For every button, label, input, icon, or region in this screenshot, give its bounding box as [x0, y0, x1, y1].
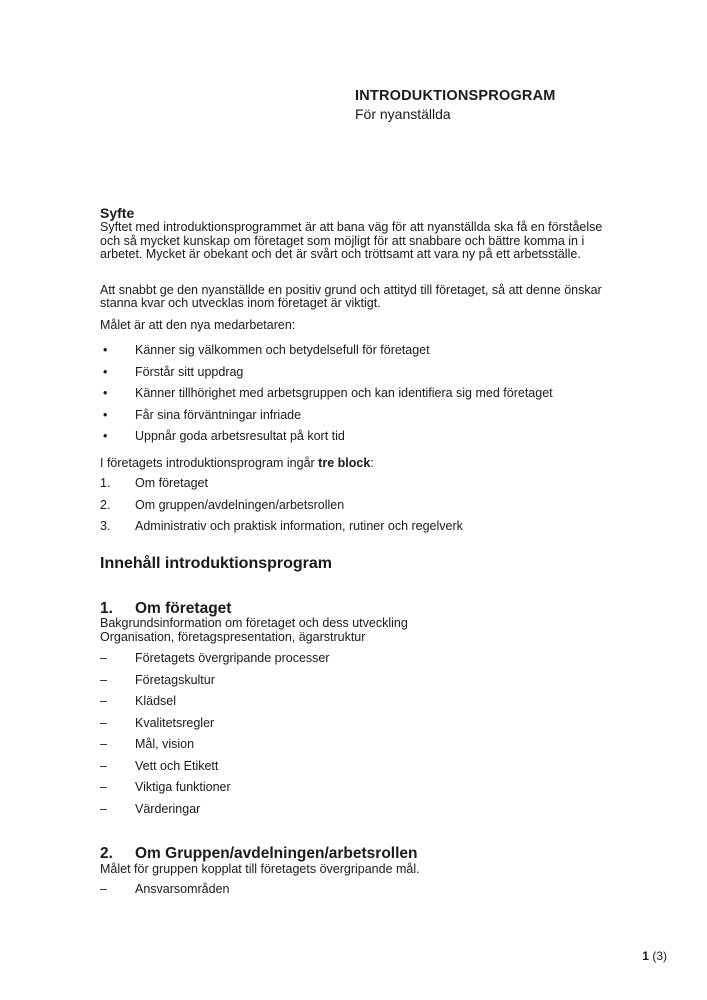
dash-item — [100, 781, 607, 795]
dash-marker: – — [100, 737, 107, 751]
paragraph-goal-intro: Målet är att den nya medarbetaren: — [100, 317, 296, 332]
document-body — [100, 0, 607, 897]
list-item — [100, 366, 607, 380]
dash-marker: – — [100, 801, 107, 816]
dash-marker: – — [100, 715, 107, 730]
list-item-text: Företagets övergripande processer — [135, 651, 330, 665]
dash-marker: – — [100, 672, 107, 687]
list-item-text: Om gruppen/avdelningen/arbetsrollen — [135, 497, 345, 512]
item-number: 2. — [100, 497, 111, 512]
section-number: 1. — [100, 599, 113, 617]
paragraph-syfte-1: Syftet med introduktionsprogrammet är att bana väg för att nyanställda ska få en förståelse och så mycket kunskap om företaget som möjligt för att snabbare och bättre komma in i arbetet. Mycket är obekant och det är svårt och tröttsamt att vara ny på ett arbetsställe. — [100, 220, 603, 261]
item-number: 1. — [100, 476, 111, 490]
page-number — [642, 949, 667, 963]
list-item-text: Värderingar — [135, 801, 201, 816]
dash-item — [100, 674, 607, 688]
blocks-intro-suffix: : — [370, 455, 374, 470]
bullet-marker: • — [103, 343, 108, 357]
list-item-text: Mål, vision — [135, 737, 195, 751]
list-item — [100, 430, 607, 444]
bullet-marker: • — [103, 386, 108, 400]
paragraph-syfte-2: Att snabbt ge den nyanställde en positiv grund och attityd till företaget, så att denne önskar stanna kvar och utvecklas inom företaget är viktigt. — [100, 282, 602, 310]
heading-section-1 — [100, 600, 607, 618]
list-item — [100, 409, 607, 423]
paragraph-blocks-intro — [100, 457, 607, 471]
dash-item — [100, 717, 607, 731]
dash-marker: – — [100, 651, 107, 665]
dash-item — [100, 803, 607, 817]
list-item-text: Vett och Etikett — [135, 758, 219, 773]
numbered-item — [100, 477, 607, 491]
list-item-text: Om företaget — [135, 476, 208, 490]
list-item-text: Känner tillhörighet med arbetsgruppen och kan identifiera sig med företaget — [135, 386, 553, 400]
section-heading-text: Om företaget — [135, 599, 232, 617]
list-item-text: Viktiga funktioner — [135, 780, 231, 794]
dash-item — [100, 695, 607, 709]
document-title: INTRODUKTIONSPROGRAM — [355, 88, 556, 104]
heading-section-2 — [100, 845, 607, 863]
section-heading-text: Om Gruppen/avdelningen/arbetsrollen — [135, 845, 418, 862]
list-item — [100, 344, 607, 358]
list-item-text: Ansvarsområden — [135, 882, 230, 896]
page-number-current: 1 — [642, 949, 649, 963]
blocks-intro-bold: tre block — [318, 455, 371, 470]
list-item-text: Förstår sitt uppdrag — [135, 364, 244, 379]
list-item — [100, 387, 607, 401]
item-number: 3. — [100, 519, 111, 533]
list-item-text: Klädsel — [135, 694, 176, 708]
heading-syfte: Syfte — [100, 205, 135, 221]
list-item-text: Kvalitetsregler — [135, 715, 215, 730]
section-number: 2. — [100, 845, 113, 862]
dash-item — [100, 652, 607, 666]
dash-item — [100, 883, 607, 897]
blocks-intro-prefix: I företagets introduktionsprogram ingår — [100, 455, 319, 470]
bullet-marker: • — [103, 364, 108, 379]
dash-marker: – — [100, 882, 107, 896]
dash-marker: – — [100, 694, 107, 708]
paragraph-section1-intro-1: Bakgrundsinformation om företaget och dess utveckling — [100, 616, 408, 630]
heading-innehall: Innehåll introduktionsprogram — [100, 554, 333, 572]
list-item-text: Känner sig välkommen och betydelsefull för företaget — [135, 343, 430, 357]
document-subtitle: För nyanställda — [355, 106, 451, 122]
numbered-item — [100, 499, 607, 513]
dash-item — [100, 760, 607, 774]
list-item-text: Administrativ och praktisk information, rutiner och regelverk — [135, 519, 463, 533]
paragraph-section2-intro-1: Målet för gruppen kopplat till företagets övergripande mål. — [100, 861, 420, 876]
dash-marker: – — [100, 780, 107, 794]
numbered-item — [100, 520, 607, 534]
paragraph-section1-intro-2: Organisation, företagspresentation, ägarstruktur — [100, 629, 366, 644]
dash-marker: – — [100, 758, 107, 773]
page-number-total: (3) — [652, 949, 667, 963]
list-item-text: Får sina förväntningar infriade — [135, 407, 302, 422]
dash-item — [100, 738, 607, 752]
bullet-marker: • — [103, 407, 108, 422]
bullet-marker: • — [103, 429, 108, 443]
list-item-text: Företagskultur — [135, 672, 215, 687]
list-item-text: Uppnår goda arbetsresultat på kort tid — [135, 429, 345, 443]
